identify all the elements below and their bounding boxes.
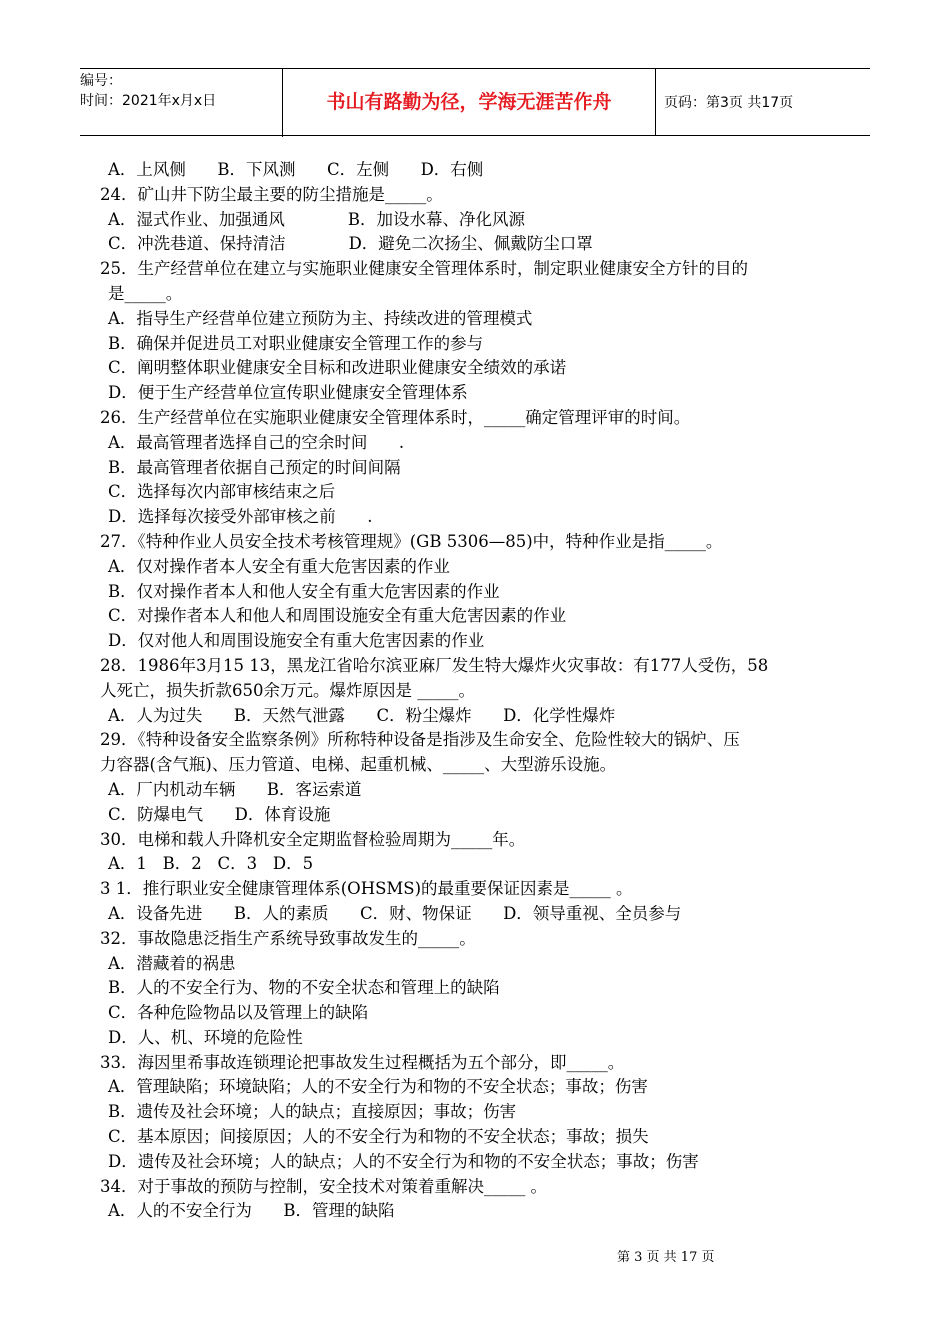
option-line: A．管理缺陷；环境缺陷；人的不安全行为和物的不安全状态；事故；伤害 [108,1077,648,1097]
option-line: D．便于生产经营单位宣传职业健康安全管理体系 [108,383,468,403]
question-line: 30．电梯和载人升降机安全定期监督检验周期为_____年。 [100,829,526,849]
option-line: A．厂内机动车辆 B．客运索道 [108,779,362,799]
question-line: 34．对于事故的预防与控制，安全技术对策着重解决_____ 。 [100,1176,547,1196]
question-line: 3 1．推行职业安全健康管理体系(OHSMS)的最重要保证因素是_____ 。 [100,879,633,899]
question-line: 力容器(含气瓶)、压力管道、电梯、起重机械、_____、大型游乐设施。 [100,755,617,775]
question-line: 26．生产经营单位在实施职业健康安全管理体系时，_____确定管理评审的时间。 [100,407,691,427]
question-content [100,158,880,1224]
option-line: D．人、机、环境的危险性 [108,1027,303,1047]
option-line: A．最高管理者选择自己的空余时间 . [108,432,405,452]
option-line: A．仅对操作者本人安全有重大危害因素的作业 [108,556,450,576]
page-header [80,68,870,136]
page-footer: 第 3 页 共 17 页 [617,1250,715,1265]
option-line: C．基本原因；间接原因；人的不安全行为和物的不安全状态；事故；损失 [108,1127,649,1147]
question-line: 27．《特种作业人员安全技术考核管理规》(GB 5306—85)中，特种作业是指_____。 [100,531,723,551]
option-line: B．最高管理者依据自己预定的时间间隔 [108,457,401,477]
question-line: 28．1986年3月15 13，黑龙江省哈尔滨亚麻厂发生特大爆炸火灾事故：有177人受伤，58 [100,655,769,675]
question-line: 人死亡，损失折款650余万元。爆炸原因是 _____。 [100,680,475,700]
option-line: D．仅对他人和周围设施安全有重大危害因素的作业 [108,631,485,651]
option-line: C．各种危险物品以及管理上的缺陷 [108,1003,369,1023]
option-line: A．1 B．2 C．3 D．5 [108,854,314,874]
question-line: 29．《特种设备安全监察条例》所称特种设备是指涉及生命安全、危险性较大的锅炉、压 [100,730,740,750]
option-line: D．选择每次接受外部审核之前 . [108,507,373,527]
option-line: A．指导生产经营单位建立预防为主、持续改进的管理模式 [108,308,533,328]
header-page-info: 页码：第3页 共17页 [664,95,794,111]
option-line: A．人的不安全行为 B．管理的缺陷 [108,1201,395,1221]
option-line: B．仅对操作者本人和他人安全有重大危害因素的作业 [108,581,500,601]
option-line: C．选择每次内部审核结束之后 [108,482,336,502]
header-meta-cell [80,69,283,137]
option-line: 是_____。 [108,283,183,303]
option-line: A．上风侧 B．下风测 C．左侧 D．右侧 [108,160,484,179]
option-line: A．潜藏着的祸患 [108,953,236,973]
question-line: 24．矿山井下防尘最主要的防尘措施是_____。 [100,184,443,204]
question-line: 25．生产经营单位在建立与实施职业健康安全管理体系时，制定职业健康安全方针的目的 [100,259,748,279]
option-line: C．防爆电气 D．体育设施 [108,804,331,824]
question-line: 33．海因里希事故连锁理论把事故发生过程概括为五个部分，即_____。 [100,1052,625,1072]
option-line: B．遗传及社会环境；人的缺点；直接原因；事故；伤害 [108,1102,517,1122]
option-line: A．湿式作业、加强通风 B．加设水幕、净化风源 [108,209,525,229]
option-line: C．阐明整体职业健康安全目标和改进职业健康安全绩效的承诺 [108,358,567,378]
question-line: 32．事故隐患泛指生产系统导致事故发生的_____。 [100,928,476,948]
option-line: A．设备先进 B．人的素质 C．财、物保证 D．领导重视、全员参与 [108,903,682,923]
option-line: B．人的不安全行为、物的不安全状态和管理上的缺陷 [108,978,500,998]
option-line: A．人为过失 B．天然气泄露 C．粉尘爆炸 D．化学性爆炸 [108,705,616,725]
date-line: 时间：2021年x月x日 [80,93,217,109]
option-line: D．遗传及社会环境；人的缺点；人的不安全行为和物的不安全状态；事故；伤害 [108,1151,699,1171]
option-line: C．冲洗巷道、保持清洁 D．避免二次扬尘、佩戴防尘口罩 [108,234,593,254]
option-line: C．对操作者本人和他人和周围设施安全有重大危害因素的作业 [108,606,567,626]
number-label: 编号： [80,73,122,89]
header-motto: 书山有路勤为径，学海无涯苦作舟 [283,69,656,135]
option-line: B．确保并促进员工对职业健康安全管理工作的参与 [108,333,484,353]
